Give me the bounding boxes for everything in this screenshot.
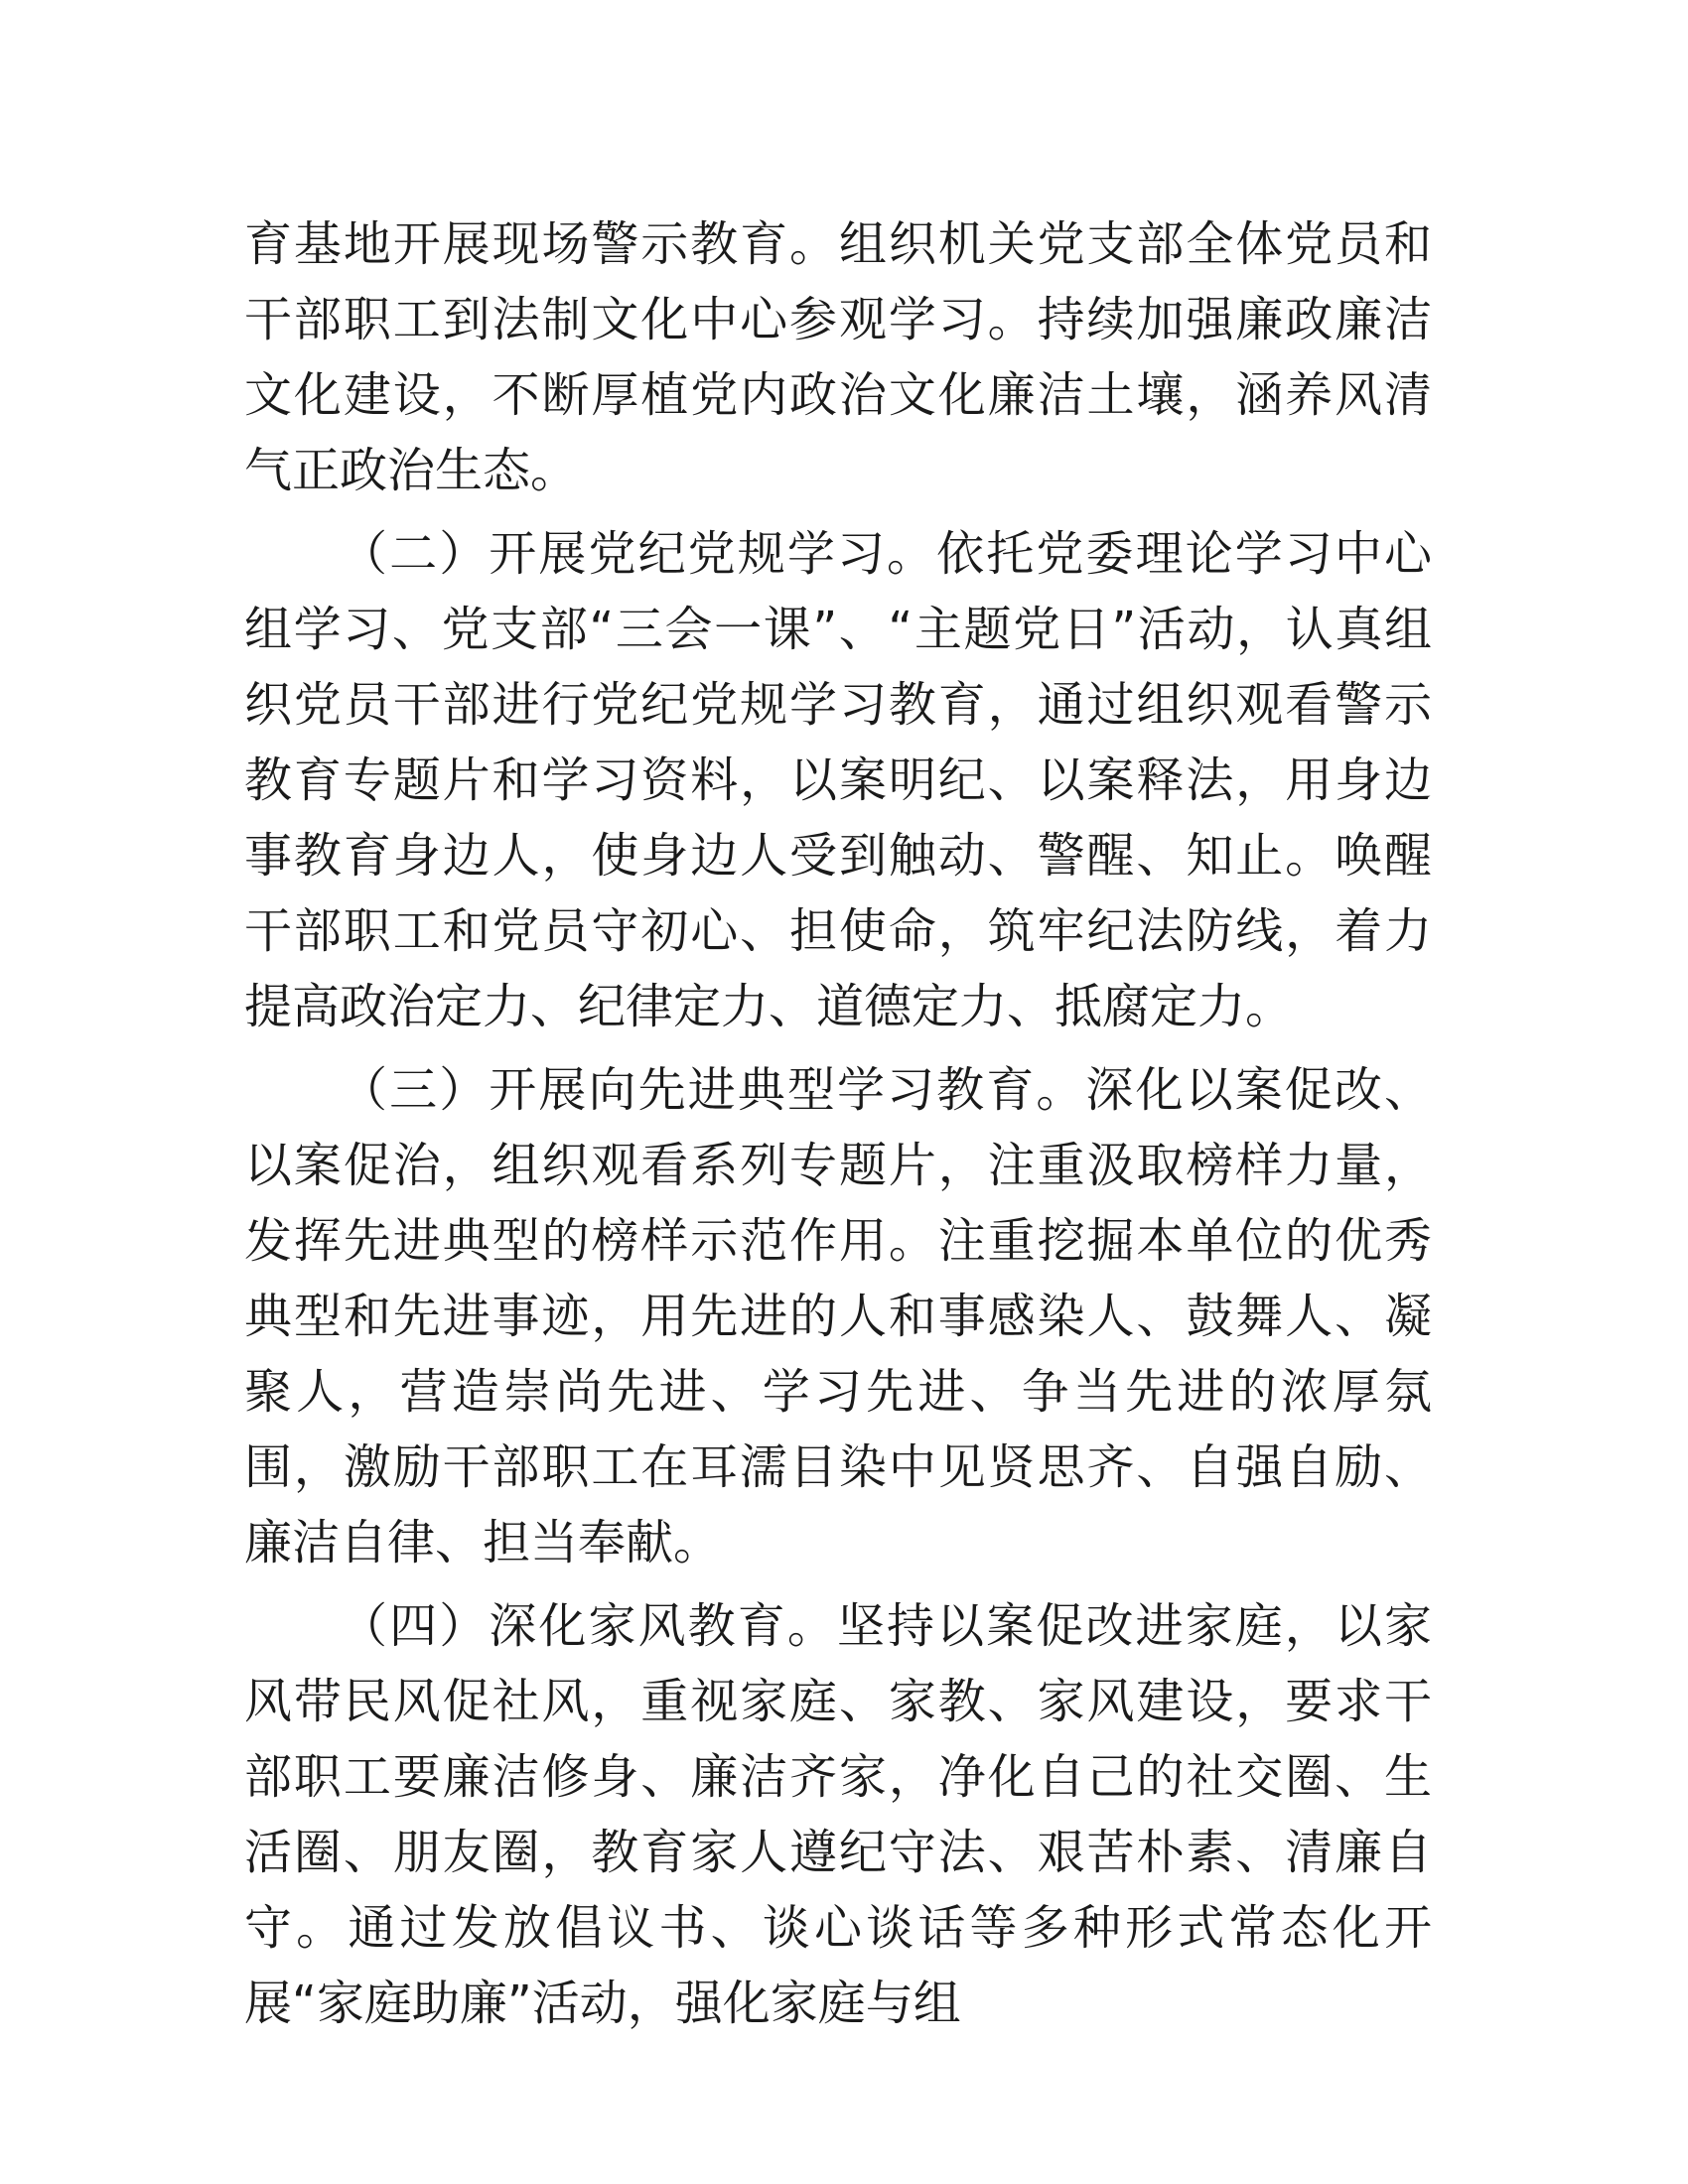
paragraph-continuation: 育基地开展现场警示教育。组织机关党支部全体党员和干部职工到法制文化中心参观学习。持续加强廉政廉洁文化建设，不断厚植党内政治文化廉洁土壤，涵养风清气正政治生态。 xyxy=(244,216,1432,498)
paragraph-family-tradition-education: （四）深化家风教育。坚持以案促改进家庭，以家风带民风促社风，重视家庭、家教、家风建设，要求干部职工要廉洁修身、廉洁齐家，净化自己的社交圈、生活圈、朋友圈，教育家人遵纪守法、艰苦朴素、清廉自守。通过发放倡议书、谈心谈话等多种形式常态化开展“家庭助廉”活动，强化家庭与组 xyxy=(244,1598,1432,2031)
paragraph-party-discipline-study: （二）开展党纪党规学习。依托党委理论学习中心组学习、党支部“三会一课”、“主题党日”活动，认真组织党员干部进行党纪党规学习教育，通过组织观看警示教育专题片和学习资料，以案明纪、以案释法，用身边事教育身边人，使身边人受到触动、警醒、知止。唤醒干部职工和党员守初心、担使命，筑牢纪法防线，着力提高政治定力、纪律定力、道德定力、抵腐定力。 xyxy=(244,526,1432,1034)
document-body xyxy=(244,206,1432,2049)
paragraph-advanced-models-study: （三）开展向先进典型学习教育。深化以案促改、以案促治，组织观看系列专题片，注重汲取榜样力量，发挥先进典型的榜样示范作用。注重挖掘本单位的优秀典型和先进事迹，用先进的人和事感染人、鼓舞人、凝聚人，营造崇尚先进、学习先进、争当先进的浓厚氛围，激励干部职工在耳濡目染中见贤思齐、自强自励、廉洁自律、担当奉献。 xyxy=(244,1062,1432,1570)
